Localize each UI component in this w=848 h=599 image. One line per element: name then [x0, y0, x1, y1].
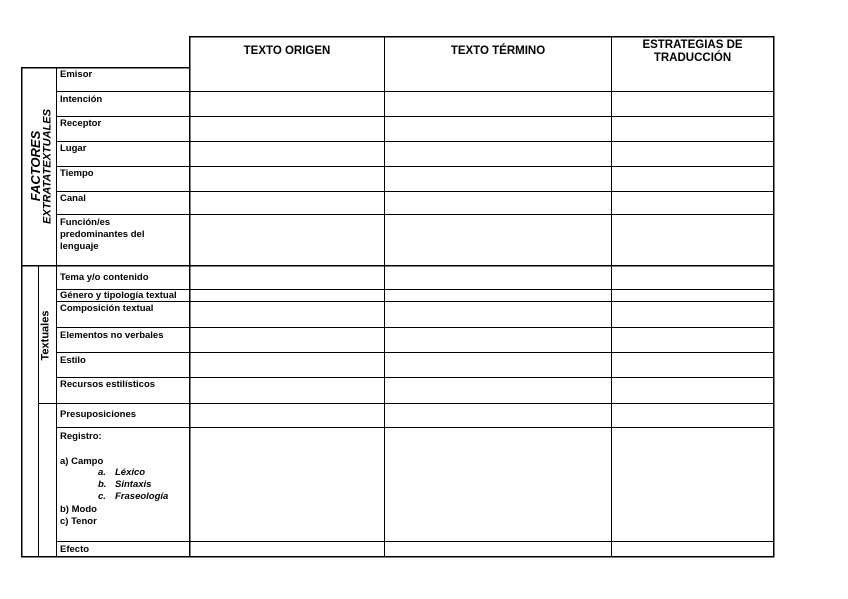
row-label-efecto: Efecto [60, 544, 90, 555]
row-label-estilo: Estilo [60, 355, 86, 366]
row-label-funcion-line2: predominantes del [60, 229, 145, 240]
registro-campo: a) Campo [60, 456, 104, 467]
campo-fraseologia: Fraseología [115, 491, 169, 502]
row-label-tema: Tema y/o contenido [60, 272, 149, 283]
row-label-genero: Género y tipología textual [60, 290, 177, 301]
header-texto-origen: TEXTO ORIGEN [243, 45, 331, 57]
registro-tenor: c) Tenor [60, 516, 97, 527]
row-label-elementos: Elementos no verbales [60, 330, 164, 341]
row-label-recursos: Recursos estilísticos [60, 379, 156, 390]
row-label-registro: Registro: [60, 431, 102, 442]
group-label-factores: FACTORES [28, 130, 43, 202]
registro-modo: b) Modo [60, 504, 97, 515]
header-texto-termino: TEXTO TÉRMINO [450, 45, 546, 57]
campo-lexico-marker: a. [98, 467, 106, 478]
row-label-tiempo: Tiempo [60, 168, 94, 179]
row-label-emisor: Emisor [60, 69, 93, 80]
header-estrategias-line1: ESTRATEGIAS DE [642, 39, 743, 51]
campo-fraseologia-marker: c. [98, 491, 106, 502]
row-label-receptor: Receptor [60, 118, 102, 129]
row-label-composicion: Composición textual [60, 303, 154, 314]
row-label-intencion: Intención [60, 94, 103, 105]
row-label-funcion-line3: lenguaje [60, 241, 99, 252]
row-label-lugar: Lugar [60, 143, 87, 154]
header-estrategias-line2: TRADUCCIÓN [653, 52, 732, 64]
row-label-funcion-line1: Función/es [60, 217, 111, 228]
row-label-presuposiciones: Presuposiciones [60, 409, 137, 420]
campo-lexico: Léxico [115, 467, 146, 478]
campo-sintaxis: Sintaxis [115, 479, 152, 490]
group-label-extratextuales: EXTRATATEXTUALES [41, 109, 54, 224]
campo-sintaxis-marker: b. [98, 479, 107, 490]
group-label-textuales: Textuales [39, 310, 52, 361]
row-label-canal: Canal [60, 193, 86, 204]
